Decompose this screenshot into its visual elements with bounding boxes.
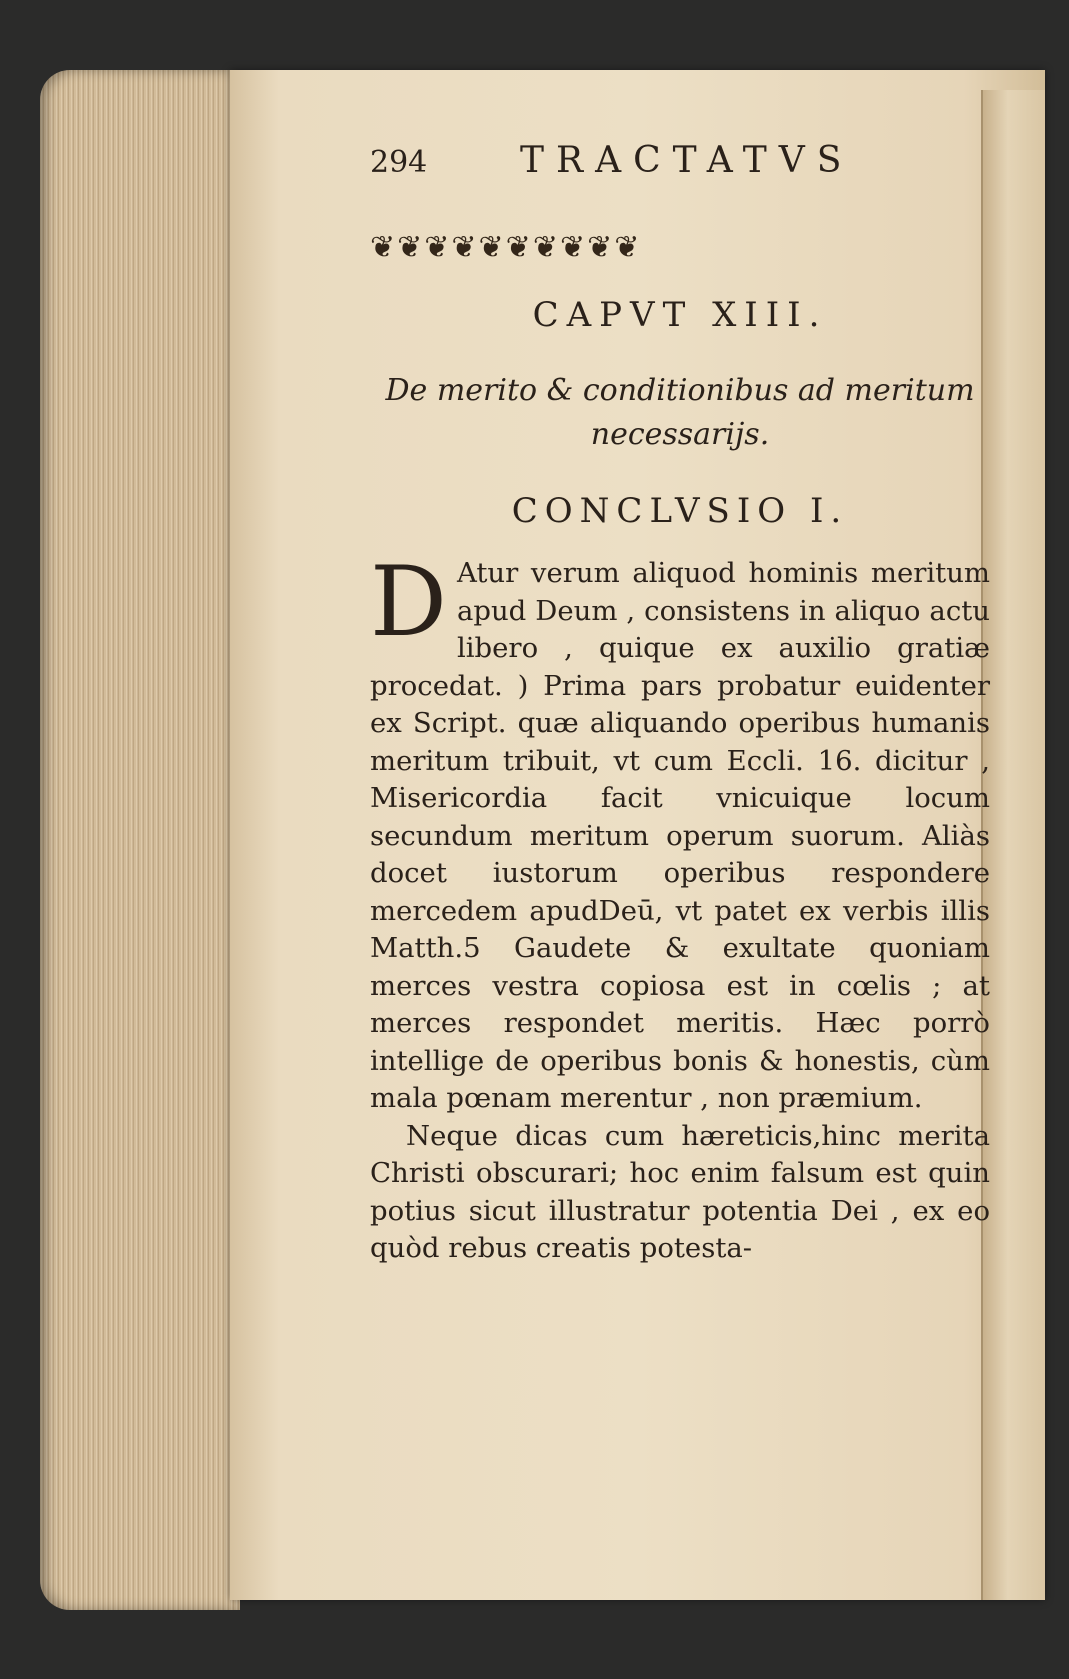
book — [30, 60, 1069, 1620]
page-text — [370, 140, 990, 1268]
chapter-heading: CAPVT XIII. — [532, 295, 828, 335]
drop-cap: D — [370, 546, 447, 658]
paragraph-1-text: Atur verum aliquod hominis meritum apud Deum , consistens in aliquo actu libero , quique ex auxilio gratiæ procedat. ) Prima pars probatur euidenter ex Script. quæ aliquando operibus humanis meritum tribuit, vt cum Eccli. 16. dicitur , Misericordia facit vnicuique locum secundum meritum operum suorum. Aliàs docet iustorum operibus respondere mercedem apudDeū, vt patet ex verbis illis Matth.5 Gaudete & exultate quoniam merces vestra copiosa est in cœlis ; at merces respondet meritis. Hæc porrò intellige de operibus bonis & honestis, cùm mala pœnam merentur , non præmium. — [370, 557, 990, 1114]
gutter — [981, 90, 1045, 1600]
paragraph-2: Neque dicas cum hæreticis,hinc merita Christi obscurari; hoc enim falsum est quin potius sicut illustratur potentia Dei , ex eo quòd rebus creatis potesta- — [370, 1119, 990, 1264]
book-page — [230, 70, 1045, 1600]
chapter-subtitle — [370, 369, 990, 457]
page-number: 294 — [370, 145, 428, 180]
subtitle-line-2: necessarijs. — [590, 417, 770, 452]
subtitle-line-1: De merito & conditionibus ad meritum — [385, 373, 975, 408]
conclusio-heading: CONCLVSIO I. — [511, 491, 849, 531]
running-title: TRACTATVS — [520, 140, 854, 181]
paragraph-1 — [370, 546, 990, 1118]
page-header — [370, 140, 990, 200]
page-edges — [40, 70, 240, 1610]
body-text — [370, 546, 990, 1268]
ornament-band: ❦❦❦❦❦❦❦❦❦❦ — [370, 230, 642, 265]
